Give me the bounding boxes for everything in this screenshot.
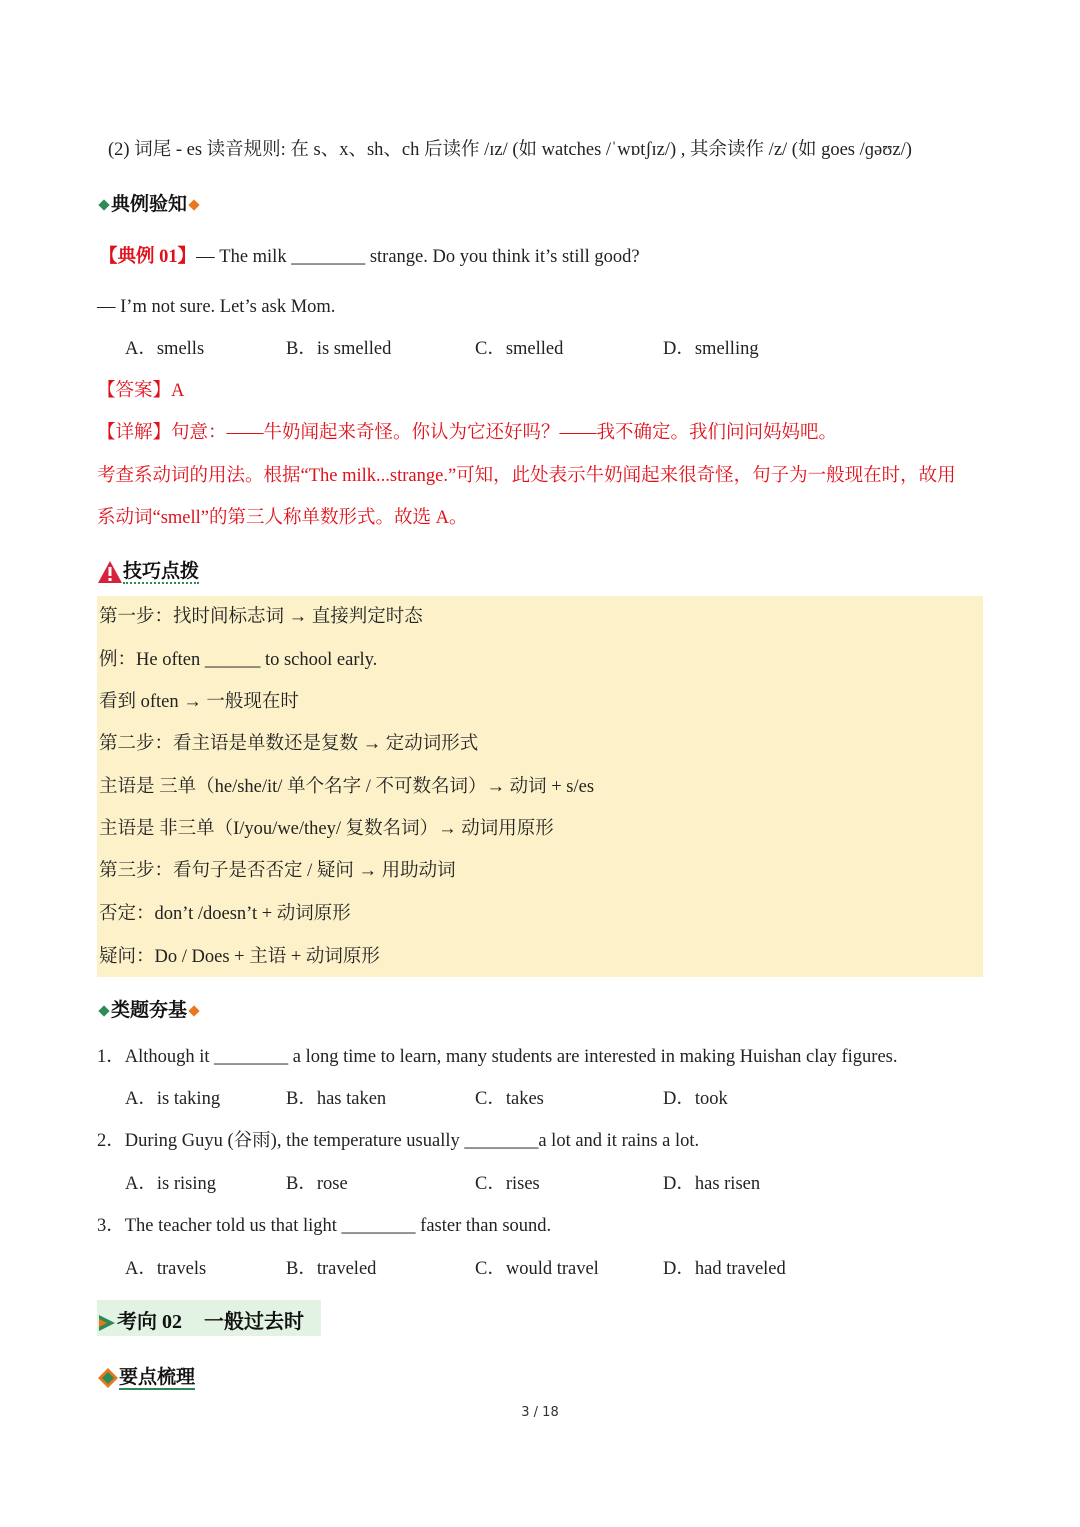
- example-explain-3: 系动词“smell”的第三人称单数形式。故选 A。: [97, 508, 468, 528]
- question-1: 1．Although it ________ a long time to learn, many students are interested in making Huishan clay figures.: [97, 1047, 898, 1067]
- diamond-badge-icon: [97, 1367, 119, 1389]
- green-diamond-icon: [98, 199, 109, 210]
- tip-line: 否定：don’t /doesn’t + 动词原形: [99, 904, 351, 924]
- tip-line: 第二步：看主语是单数还是复数 → 定动词形式: [99, 734, 479, 754]
- rule-line: (2) 词尾 - es 读音规则: 在 s、x、sh、ch 后读作 /ɪz/ (如 watches /ˈwɒtʃɪz/) , 其余读作 /z/ (如 goes /ɡəʊz/): [108, 140, 912, 160]
- keypoints-heading-text: 要点梳理: [119, 1366, 196, 1388]
- q3-option-c: C．would travel: [475, 1259, 599, 1279]
- warning-icon: [97, 560, 123, 584]
- keypoints-heading: [97, 1362, 195, 1389]
- orange-diamond-icon: [188, 199, 199, 210]
- example-tag: 【典例 01】: [99, 247, 197, 267]
- example-answer: 【答案】A: [97, 381, 185, 401]
- practice-heading: [97, 995, 201, 1022]
- tips-heading: [97, 556, 199, 584]
- section-02-name: 一般过去时: [204, 1309, 304, 1333]
- tip-line: 第一步：找时间标志词 → 直接判定时态: [99, 607, 423, 627]
- section-02-label: 考向 02: [117, 1311, 182, 1333]
- example-option-d: D．smelling: [663, 339, 759, 359]
- green-diamond-icon: [98, 1005, 109, 1016]
- example-option-c: C．smelled: [475, 339, 564, 359]
- q1-option-c: C．takes: [475, 1089, 544, 1109]
- example-explain-2: 考查系动词的用法。根据“The milk...strange.”可知，此处表示牛奶闻起来很奇怪，句子为一般现在时，故用: [97, 466, 956, 486]
- example-question: [99, 245, 640, 269]
- section-02-title: [97, 1305, 304, 1334]
- q3-option-b: B．traveled: [286, 1259, 377, 1279]
- example-heading: [97, 189, 201, 216]
- example-option-a: A．smells: [125, 339, 205, 359]
- q1-option-d: D．took: [663, 1089, 728, 1109]
- q1-option-b: B．has taken: [286, 1089, 387, 1109]
- tips-heading-text: 技巧点拨: [123, 560, 200, 582]
- question-2: 2．During Guyu (谷雨), the temperature usually ________a lot and it rains a lot.: [97, 1131, 700, 1151]
- tip-line: 主语是 非三单（I/you/we/they/ 复数名词）→ 动词用原形: [99, 819, 554, 839]
- example-reply: — I’m not sure. Let’s ask Mom.: [97, 297, 336, 317]
- orange-diamond-icon: [188, 1005, 199, 1016]
- q2-option-d: D．has risen: [663, 1174, 761, 1194]
- play-arrow-icon: [97, 1313, 117, 1333]
- q2-option-c: C．rises: [475, 1174, 540, 1194]
- example-question-text: — The milk ________ strange. Do you think it’s still good?: [196, 247, 640, 267]
- example-explain-1: 【详解】句意：——牛奶闻起来奇怪。你认为它还好吗？——我不确定。我们问问妈妈吧。: [97, 423, 838, 443]
- practice-heading-text: 类题夯基: [111, 999, 188, 1021]
- example-heading-text: 典例验知: [111, 193, 188, 215]
- question-3: 3．The teacher told us that light ________ faster than sound.: [97, 1216, 552, 1236]
- tip-line: 第三步：看句子是否否定 / 疑问 → 用助动词: [99, 861, 456, 881]
- q2-option-b: B．rose: [286, 1174, 348, 1194]
- q2-option-a: A．is rising: [125, 1174, 216, 1194]
- q1-option-a: A．is taking: [125, 1089, 221, 1109]
- q3-option-a: A．travels: [125, 1259, 207, 1279]
- page-number: 3 / 18: [521, 1405, 559, 1420]
- q3-option-d: D．had traveled: [663, 1259, 786, 1279]
- tip-line: 例：He often ______ to school early.: [99, 650, 378, 670]
- tip-line: 主语是 三单（he/she/it/ 单个名字 / 不可数名词）→ 动词 + s/es: [99, 777, 595, 797]
- example-option-b: B．is smelled: [286, 339, 392, 359]
- tip-line: 看到 often → 一般现在时: [99, 692, 299, 712]
- tip-line: 疑问：Do / Does + 主语 + 动词原形: [99, 947, 380, 967]
